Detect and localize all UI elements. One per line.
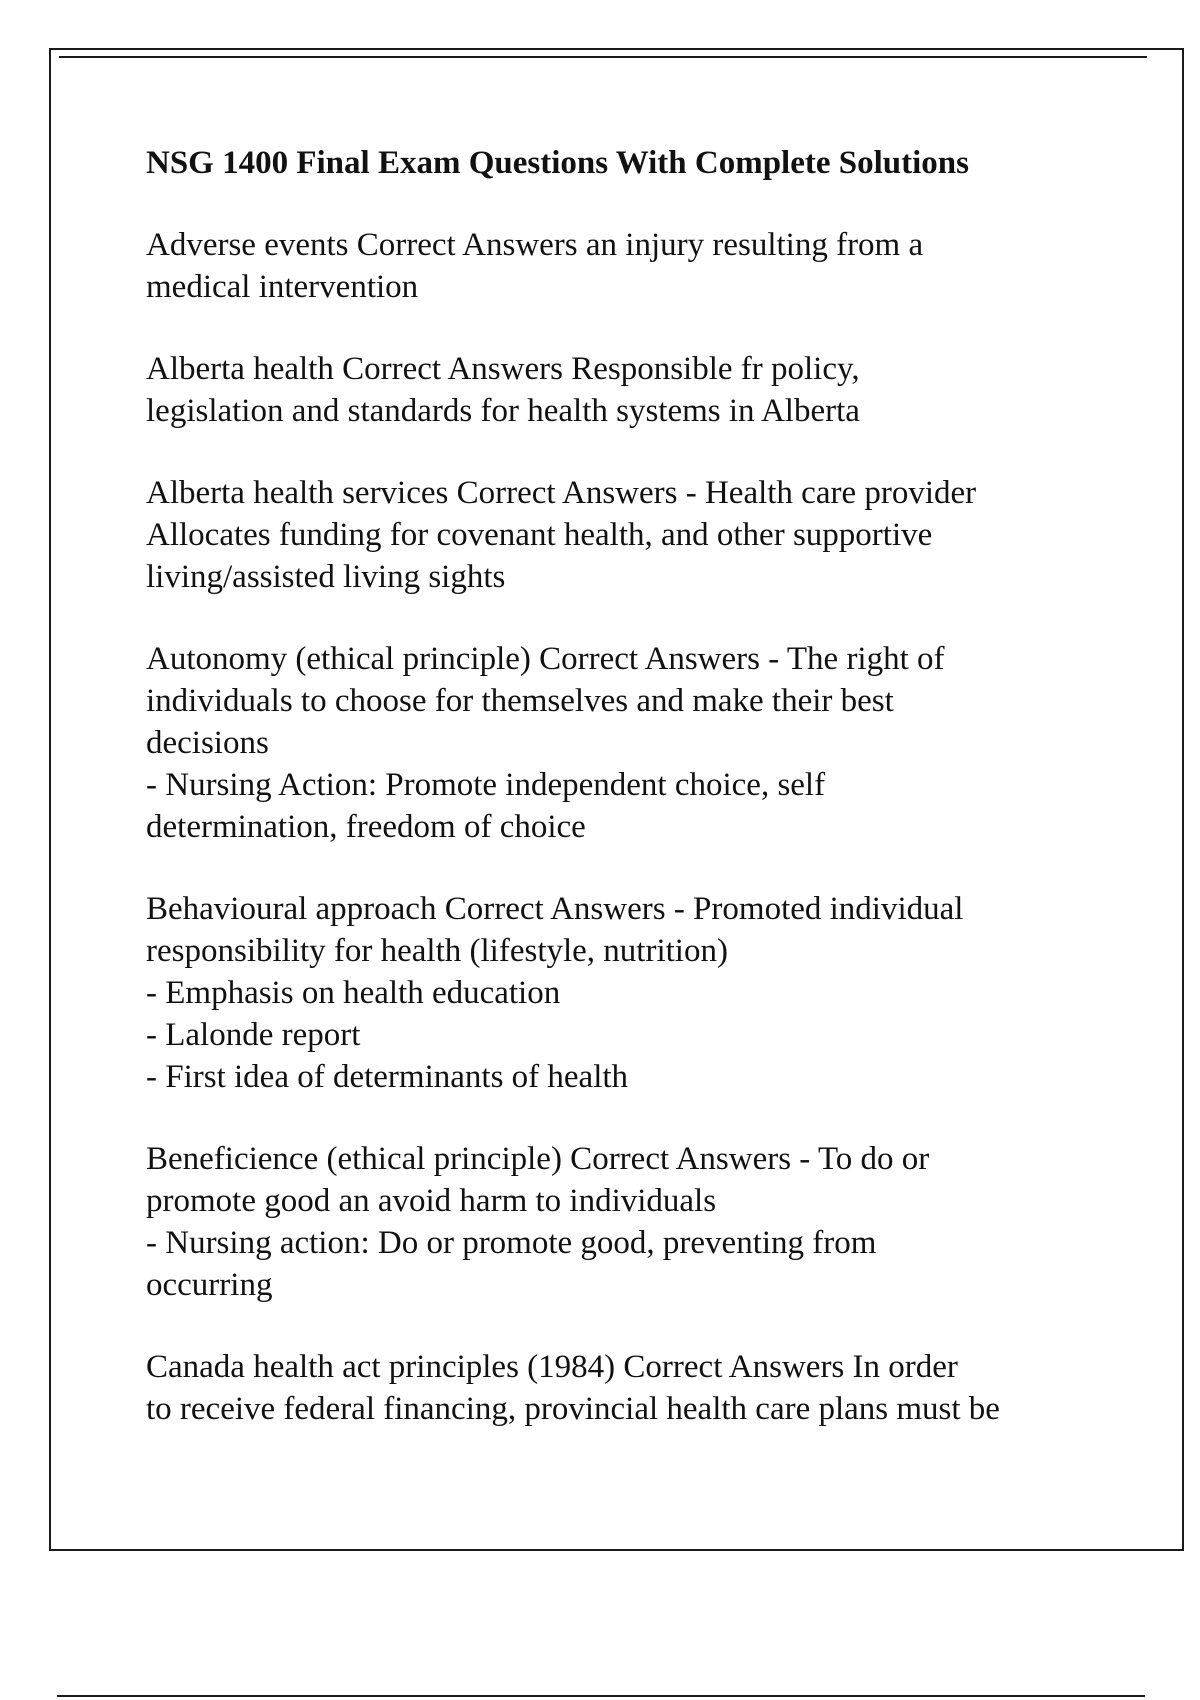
entry-line: - First idea of determinants of health: [146, 1059, 629, 1095]
entry-line: to receive federal financing, provincial health care plans must be: [146, 1391, 1000, 1427]
entry-line: decisions: [146, 725, 269, 761]
top-rule: [59, 56, 1147, 58]
document-body: [146, 142, 1136, 1470]
qa-entry-behavioural-approach: [146, 888, 1136, 1098]
entry-line: responsibility for health (lifestyle, nutrition): [146, 933, 728, 969]
entry-line: Adverse events Correct Answers an injury resulting from a: [146, 227, 924, 263]
entry-line: individuals to choose for themselves and make their best: [146, 683, 894, 719]
entry-line: medical intervention: [146, 269, 419, 305]
qa-entry-adverse-events: [146, 224, 1136, 308]
entry-line: Canada health act principles (1984) Correct Answers In order: [146, 1349, 958, 1385]
qa-entry-autonomy: [146, 638, 1136, 848]
qa-entry-beneficience: [146, 1138, 1136, 1306]
entry-line: - Lalonde report: [146, 1017, 361, 1053]
entry-line: promote good an avoid harm to individuals: [146, 1183, 717, 1219]
page-frame: [49, 48, 1184, 1551]
entry-line: Behavioural approach Correct Answers - Promoted individual: [146, 891, 964, 927]
qa-entry-canada-health-act: [146, 1346, 1136, 1430]
entry-line: legislation and standards for health systems in Alberta: [146, 393, 860, 429]
entry-line: determination, freedom of choice: [146, 809, 586, 845]
entry-line: Alberta health services Correct Answers - Health care provider: [146, 475, 977, 511]
document-title: NSG 1400 Final Exam Questions With Complete Solutions: [146, 145, 969, 181]
entry-line: - Emphasis on health education: [146, 975, 561, 1011]
entry-line: - Nursing Action: Promote independent choice, self: [146, 767, 826, 803]
entry-line: Alberta health Correct Answers Responsible fr policy,: [146, 351, 860, 387]
entry-line: Allocates funding for covenant health, and other supportive: [146, 517, 933, 553]
entry-line: living/assisted living sights: [146, 559, 506, 595]
qa-entry-alberta-health-services: [146, 472, 1136, 598]
entry-line: occurring: [146, 1267, 273, 1303]
entry-line: Beneficience (ethical principle) Correct Answers - To do or: [146, 1141, 930, 1177]
entry-line: - Nursing action: Do or promote good, preventing from: [146, 1225, 877, 1261]
entry-line: Autonomy (ethical principle) Correct Answers - The right of: [146, 641, 945, 677]
bottom-rule: [57, 1695, 1145, 1697]
qa-entry-alberta-health: [146, 348, 1136, 432]
